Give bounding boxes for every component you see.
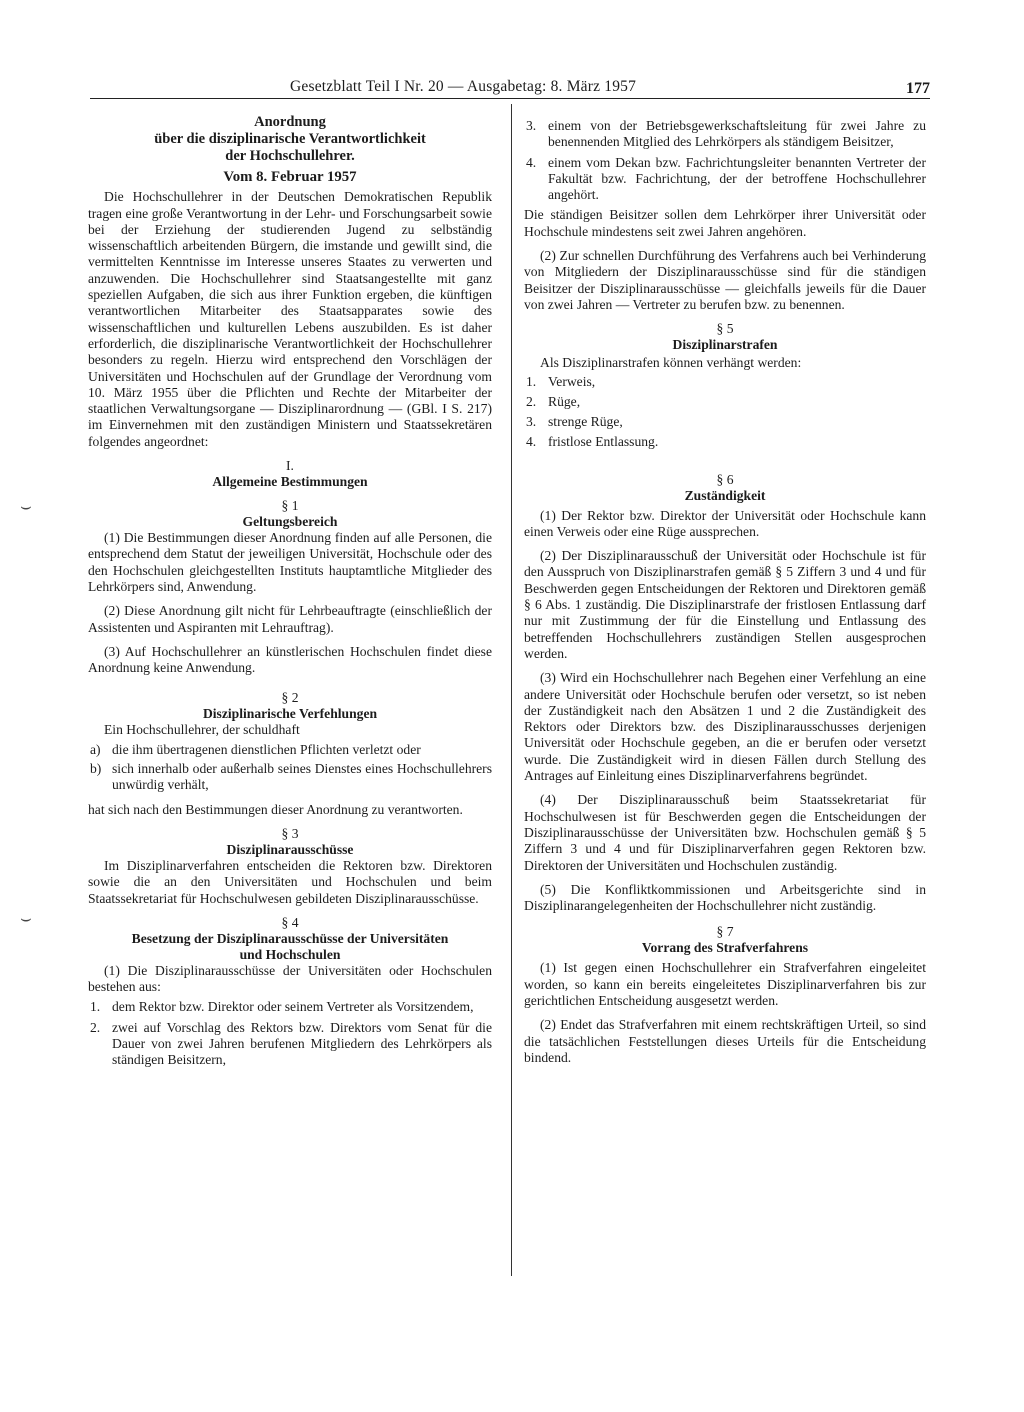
committee-list: [88, 999, 492, 1068]
page-number: 177: [906, 80, 930, 97]
list-item: [524, 432, 926, 452]
preamble: Die Hochschullehrer in der Deutschen Demokratischen Republik tragen eine große Verantwortung in der Lehr- und Forschungsarbeit sowie bei der Erziehung der studierenden Jugend zu selbständig wissenschaftlich arbeitenden Bürgern, die imstande und gewillt sind, die vermittelten Kenntnisse im Interesse unseres Staates zu verwerten und anzuwenden. Die Hochschullehrer sind Staatsangestellte mit ganz speziellen Aufgaben, die sich aus ihrer Funktion ergeben, die künftigen verantwortlichen Mitarbeiter des Staatsapparates sowie des wissenschaftlichen und kulturellen Lebens auszubilden. Es ist daher erforderlich, die disziplinarische Verantwortlichkeit der Hochschullehrer besonders zu regeln. Hierzu wird entsprechend den Vorschlägen der Universitäten und Hochschulen auf der Grundlage der Verordnung vom 10. März 1955 über die Pflichten und Rechte der Mitarbeiter der staatlichen Verwaltungsorgane — Disziplinarordnung — (GBl. I S. 217) im Einvernehmen mit den zuständigen Ministern und Staatssekretären folgendes angeordnet:: [88, 189, 492, 449]
page-header: [90, 78, 930, 98]
list-item-label: 2.: [526, 393, 537, 409]
document-title-line: über die disziplinarische Verantwortlichkeit: [154, 131, 426, 147]
section-paragraph: (3) Wird ein Hochschullehrer nach Begehen einer Verfehlung an eine andere Universität oder Hochschule berufen oder versetzt, so ist neben der Zuständigkeit nach den Absätzen 1 und 2 die Zuständigkeit des Rektors oder Direktors bzw. des Disziplinarausschusses derjenigen Universität oder Hochschule gegeben, an die er berufen oder versetzt wurde. Die Zuständigkeit wird in diesen Fällen durch Stellung des Antrages auf Einleitung eines Disziplinarverfahrens begründet.: [524, 670, 926, 784]
section-paragraph: Im Disziplinarverfahren entscheiden die Rektoren bzw. Direktoren sowie die an den Universitäten und Hochschulen und beim Staatssekretariat für Hochschulwesen gebildeten Disziplinarausschüsse.: [88, 857, 492, 906]
section-paragraph: hat sich nach den Bestimmungen dieser Anordnung zu verantworten.: [88, 801, 463, 817]
list-item: [88, 999, 492, 1015]
committee-list-continued: [524, 118, 926, 203]
list-item-text: strenge Rüge,: [548, 413, 623, 429]
section-title: Disziplinarausschüsse: [226, 841, 354, 857]
section-number: § 1: [281, 498, 299, 514]
part-number: I.: [286, 458, 294, 474]
list-item: [88, 1020, 492, 1069]
header-title: Gesetzblatt Teil I Nr. 20 — Ausgabetag: 8. März 1957: [290, 78, 637, 95]
section-paragraph: (5) Die Konfliktkommissionen und Arbeitsgerichte sind in Disziplinarangelegenheiten der Hochschullehrer nicht zuständig.: [524, 881, 926, 914]
margin-check-mark: ⌣: [20, 496, 32, 516]
list-item: [524, 412, 926, 432]
list-item-label: b): [90, 761, 102, 777]
section-title: Geltungsbereich: [242, 514, 338, 530]
section-number: § 5: [716, 321, 734, 337]
list-item-text: Rüge,: [548, 393, 581, 409]
list-item: [88, 742, 492, 758]
section-title: Vorrang des Strafverfahrens: [641, 940, 809, 956]
list-item-label: 3.: [526, 413, 537, 429]
document-title-line: der Hochschullehrer.: [225, 148, 355, 164]
section-title: und Hochschulen: [239, 946, 341, 962]
section-title: Zuständigkeit: [684, 487, 766, 503]
list-item-text: die ihm übertragenen dienstlichen Pflichten verletzt oder: [112, 741, 421, 757]
section-paragraph: (4) Der Disziplinarausschuß beim Staatssekretariat für Hochschulwesen ist für Beschwerden gegen die Entscheidungen der Disziplinarausschüsse der Universitäten bzw. Hochschulen gemäß § 5 Ziffern 3 und 4 und für Disziplinarverfahren gegen Rektoren bzw. Direktoren der Universitäten und Hochschulen zuständig.: [524, 792, 926, 873]
section-title: Besetzung der Disziplinarausschüsse der Universitäten: [131, 930, 449, 946]
list-item: [88, 761, 492, 794]
list-item-label: 2.: [90, 1019, 101, 1035]
list-item: [524, 372, 926, 392]
section-paragraph: (1) Ist gegen einen Hochschullehrer ein Strafverfahren eingeleitet worden, so kann ein bereits eingeleitetes Disziplinarverfahren bis zur gerichtlichen Entscheidung ausgesetzt werden.: [524, 960, 926, 1008]
list-item: [524, 118, 926, 151]
list-item-text: Verweis,: [548, 373, 596, 389]
column-divider: [511, 104, 512, 1276]
section-title: Disziplinarstrafen: [672, 337, 778, 353]
list-item: [524, 392, 926, 412]
right-column: [524, 118, 926, 1066]
list-item-label: 1.: [526, 373, 537, 389]
section-number: § 2: [281, 690, 299, 706]
list-item-label: 3.: [526, 118, 537, 133]
list-item-label: 4.: [526, 154, 537, 170]
section-paragraph: (2) Zur schnellen Durchführung des Verfahrens auch bei Verhinderung von Mitgliedern der Disziplinarausschüsse sind für die ständigen Beisitzer der Disziplinarausschüsse — gleichfalls jeweils für die Dauer von zwei Jahren — Vertreter zu berufen bzw. zu benennen.: [524, 248, 926, 312]
margin-check-mark: ⌣: [20, 908, 32, 928]
section-paragraph: (1) Die Disziplinarausschüsse der Universitäten oder Hochschulen bestehen aus:: [88, 962, 492, 995]
list-item: [524, 155, 926, 204]
list-item-label: 4.: [526, 433, 537, 449]
list-item-text: sich innerhalb oder außerhalb seines Dienstes eines Hochschullehrers unwürdig verhält,: [112, 761, 492, 793]
list-item-text: fristlose Entlassung.: [548, 433, 659, 449]
list-item-label: a): [90, 741, 101, 757]
section-paragraph: (1) Die Bestimmungen dieser Anordnung finden auf alle Personen, die entsprechend dem Statut der jeweiligen Universität, Hochschule oder des den Hochschulen gleichgestellten Instituts hauptamtliche Mitglieder des Lehrkörpers sind, Anwendung.: [88, 530, 492, 594]
section-paragraph: Ein Hochschullehrer, der schuldhaft: [104, 722, 300, 738]
section-number: § 3: [281, 825, 299, 841]
document-title-line: Anordnung: [254, 114, 326, 130]
section-number: § 4: [281, 914, 299, 930]
document-date: Vom 8. Februar 1957: [223, 169, 357, 185]
section-number: § 7: [716, 924, 734, 940]
section-paragraph: (2) Der Disziplinarausschuß der Universität oder Hochschule ist für den Ausspruch von Disziplinarstrafen gemäß § 5 Ziffern 3 und 4 und für Beschwerden gegen Entscheidungen der Rektoren und Direktoren gemäß § 6 Abs. 1 zuständig. Die Disziplinarstrafe der fristlosen Entlassung darf nur mit Zustimmung der für die Einstellung und Entlassung des betreffenden Hochschullehrers zuständigen Stellen ausgesprochen werden.: [524, 548, 926, 661]
penalty-list: [524, 372, 926, 452]
section-paragraph: Als Disziplinarstrafen können verhängt werden:: [540, 355, 802, 371]
offence-list: [88, 742, 492, 794]
left-column: [88, 114, 492, 1069]
list-item-label: 1.: [90, 999, 101, 1015]
section-title: Disziplinarische Verfehlungen: [202, 706, 378, 722]
section-paragraph: (2) Endet das Strafverfahren mit einem rechtskräftigen Urteil, so sind die tatsächlichen Feststellungen dieses Urteils für die Entscheidung bindend.: [524, 1017, 926, 1065]
header-rule: [90, 98, 930, 99]
section-paragraph: (3) Auf Hochschullehrer an künstlerischen Hochschulen findet diese Anordnung keine Anwendung.: [88, 643, 492, 676]
list-item-text: einem von der Betriebsgewerkschaftsleitung für zwei Jahre zu benennenden Mitglied des Lehrkörpers als ständigem Beisitzer,: [548, 118, 926, 150]
list-item-text: zwei auf Vorschlag des Rektors bzw. Direktors vom Senat für die Dauer von zwei Jahren berufenen Mitgliedern des Lehrkörpers als ständigen Beisitzern,: [112, 1019, 492, 1068]
section-paragraph: (2) Diese Anordnung gilt nicht für Lehrbeauftragte (einschließlich der Assistenten und Aspiranten mit Lehrauftrag).: [88, 603, 492, 635]
part-title: Allgemeine Bestimmungen: [212, 474, 368, 490]
list-item-text: dem Rektor bzw. Direktor oder seinem Vertreter als Vorsitzendem,: [112, 999, 474, 1015]
list-item-text: einem vom Dekan bzw. Fachrichtungsleiter benannten Vertreter der Fakultät bzw. Fachrichtung, der der betroffene Hochschullehrer angehört.: [548, 154, 926, 203]
section-paragraph: Die ständigen Beisitzer sollen dem Lehrkörper ihrer Universität oder Hochschule mindestens seit zwei Jahren angehören.: [524, 207, 926, 239]
section-number: § 6: [716, 471, 734, 487]
section-paragraph: (1) Der Rektor bzw. Direktor der Universität oder Hochschule kann einen Verweis oder eine Rüge aussprechen.: [524, 507, 926, 539]
